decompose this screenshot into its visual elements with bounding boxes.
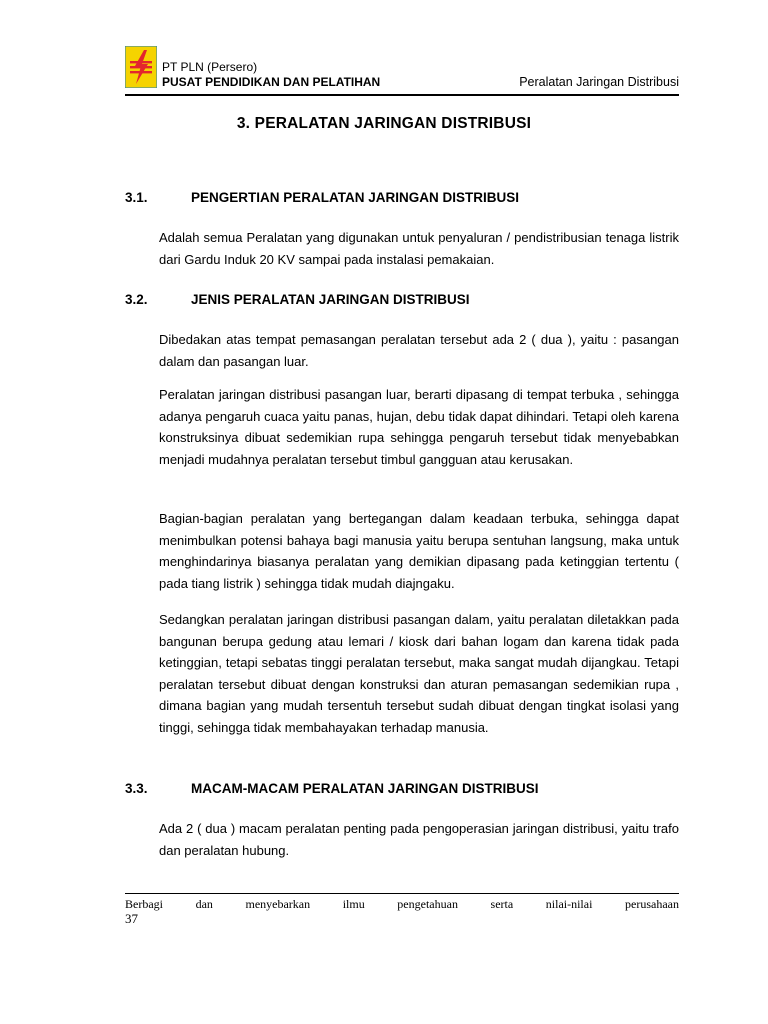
section-number: 3.2.	[125, 292, 148, 307]
page-header	[125, 46, 679, 96]
section-number: 3.1.	[125, 190, 148, 205]
footer-divider	[125, 893, 679, 894]
section-title: MACAM-MACAM PERALATAN JARINGAN DISTRIBUSI	[191, 781, 539, 796]
document-title: Peralatan Jaringan Distribusi	[519, 75, 679, 89]
paragraph: Sedangkan peralatan jaringan distribusi pasangan dalam, yaitu peralatan diletakkan pada bangunan berupa gedung atau lemari / kiosk dari bahan logam dan karena tidak pada ketinggian, tetapi sebatas tinggi peralatan tersebut, maka sangat mudah dijangkau. Tetapi peralatan tersebut dibuat dengan konstruksi dan aturan pemasangan sedemikian rupa , dimana bagian yang mudah tersentuh tersebut sudah dibuat dengan tingkat isolasi yang tinggi, sehingga tidak membahayakan terhadap manusia.	[159, 612, 679, 735]
footer-motto: Berbagi dan menyebarkan ilmu pengetahuan serta nilai-nilai perusahaan	[125, 897, 679, 911]
organization-block	[162, 60, 380, 90]
section-title: PENGERTIAN PERALATAN JARINGAN DISTRIBUSI	[191, 190, 520, 205]
page-number: 37	[125, 911, 138, 926]
paragraph: Dibedakan atas tempat pemasangan peralatan tersebut ada 2 ( dua ), yaitu : pasangan dalam dan pasangan luar.	[159, 332, 679, 369]
paragraph: Bagian-bagian peralatan yang bertegangan dalam keadaan terbuka, sehingga dapat menimbulkan potensi bahaya bagi manusia yaitu berupa sentuhan langsung, maka untuk menghindarinya biasanya peralatan yang demikian dipasang pada ketinggian tertentu ( pada tiang listrik ) sehingga tidak mudah diajngaku.	[159, 511, 679, 591]
paragraph: Adalah semua Peralatan yang digunakan untuk penyaluran / pendistribusian tenaga listrik dari Gardu Induk 20 KV sampai pada instalasi pemakaian.	[159, 230, 679, 267]
chapter-title: 3. PERALATAN JARINGAN DISTRIBUSI	[236, 115, 532, 132]
pln-logo-icon	[125, 46, 157, 88]
section-title: JENIS PERALATAN JARINGAN DISTRIBUSI	[191, 292, 470, 307]
division-name: PUSAT PENDIDIKAN DAN PELATIHAN	[162, 75, 381, 89]
company-name: PT PLN (Persero)	[162, 60, 258, 74]
section-number: 3.3.	[125, 781, 148, 796]
paragraph: Peralatan jaringan distribusi pasangan luar, berarti dipasang di tempat terbuka , sehingga adanya pengaruh cuaca yaitu panas, hujan, debu tidak dapat dihindari. Tetapi oleh karena konstruksinya dibuat sedemikian rupa sehingga pengaruh tersebut tidak menyebabkan menjadi mudahnya peralatan tersebut timbul gangguan atau kerusakan.	[159, 387, 679, 467]
paragraph: Ada 2 ( dua ) macam peralatan penting pada pengoperasian jaringan distribusi, yaitu trafo dan peralatan hubung.	[159, 821, 679, 858]
